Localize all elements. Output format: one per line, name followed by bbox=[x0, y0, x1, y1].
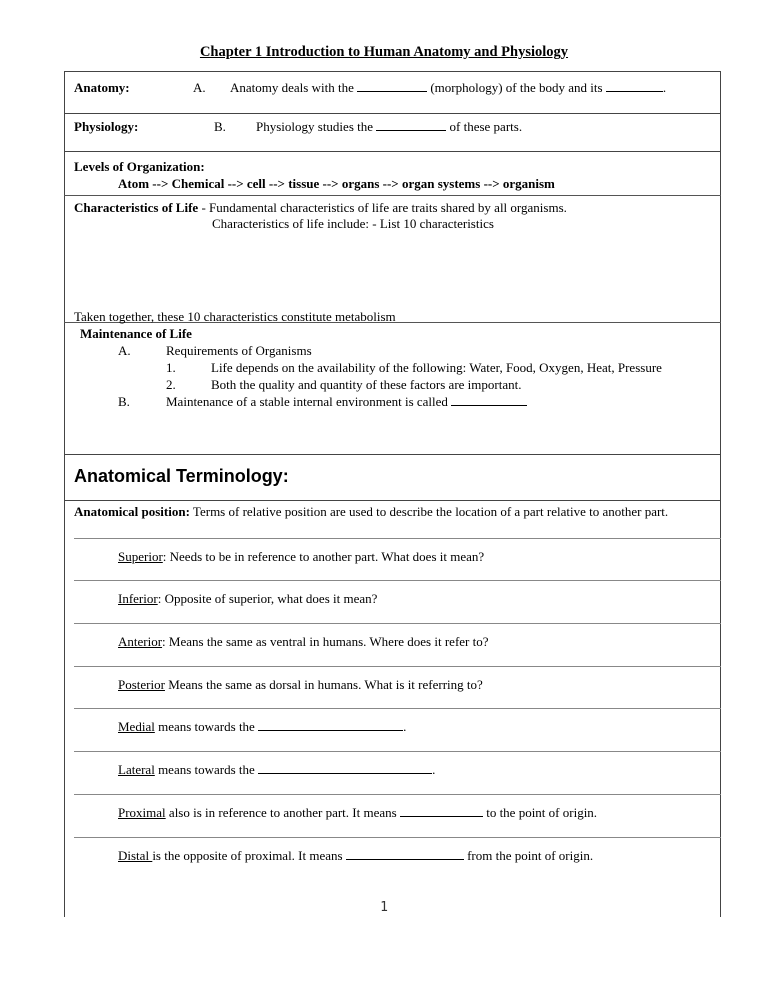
term-text: Means the same as dorsal in humans. What is it referring to? bbox=[164, 677, 483, 692]
anatomy-blank-1[interactable] bbox=[357, 80, 427, 92]
term-anterior bbox=[118, 634, 489, 650]
term-text: means towards the bbox=[154, 719, 255, 734]
divider bbox=[74, 794, 721, 795]
lateral-blank[interactable] bbox=[258, 762, 432, 774]
characteristics-text: - Fundamental characteristics of life are traits shared by all organisms. bbox=[198, 200, 567, 215]
divider bbox=[64, 151, 721, 152]
term-word: Superior bbox=[118, 549, 163, 564]
term-medial bbox=[118, 719, 406, 735]
term-text: is the opposite of proximal. It means bbox=[152, 848, 343, 863]
proximal-blank[interactable] bbox=[400, 805, 483, 817]
term-text: : Needs to be in reference to another part. What does it mean? bbox=[162, 549, 485, 564]
term-posterior bbox=[118, 677, 483, 693]
divider bbox=[64, 195, 721, 196]
anatomy-sentence bbox=[230, 80, 666, 96]
divider bbox=[74, 708, 721, 709]
maintenance-a-letter: A. bbox=[118, 343, 131, 358]
divider bbox=[64, 454, 721, 455]
characteristics-line bbox=[74, 200, 567, 216]
term-distal bbox=[118, 848, 593, 864]
anatomy-text: (morphology) of the body and its bbox=[430, 80, 603, 95]
divider bbox=[74, 751, 721, 752]
maintenance-b-letter: B. bbox=[118, 394, 130, 409]
term-word: Posterior bbox=[118, 677, 165, 692]
physiology-blank[interactable] bbox=[376, 119, 446, 131]
divider bbox=[74, 580, 721, 581]
physiology-text: Physiology studies the bbox=[256, 119, 374, 134]
term-text: . bbox=[432, 762, 436, 777]
term-superior bbox=[118, 549, 484, 565]
term-word: Medial bbox=[118, 719, 155, 734]
anatomy-label: Anatomy: bbox=[74, 80, 130, 95]
maintenance-item1-num: 1. bbox=[166, 360, 176, 375]
physiology-letter: B. bbox=[214, 119, 226, 134]
anatomy-text: . bbox=[662, 80, 667, 95]
anatomy-blank-2[interactable] bbox=[606, 80, 663, 92]
term-text: : Means the same as ventral in humans. Where does it refer to? bbox=[162, 634, 489, 649]
term-lateral bbox=[118, 762, 435, 778]
physiology-sentence bbox=[256, 119, 522, 135]
medial-blank[interactable] bbox=[258, 719, 403, 731]
levels-heading: Levels of Organization: bbox=[74, 159, 205, 174]
term-text: . bbox=[403, 719, 407, 734]
maintenance-item2-num: 2. bbox=[166, 377, 176, 392]
term-text: from the point of origin. bbox=[467, 848, 594, 863]
divider bbox=[74, 666, 721, 667]
homeostasis-blank[interactable] bbox=[451, 394, 527, 406]
terminology-heading: Anatomical Terminology: bbox=[74, 466, 289, 486]
characteristics-footer: Taken together, these 10 characteristics constitute metabolism bbox=[74, 309, 396, 324]
term-word: Lateral bbox=[118, 762, 155, 777]
maintenance-b-text: Maintenance of a stable internal environment is called bbox=[166, 394, 448, 409]
maintenance-item1-text: Life depends on the availability of the following: Water, Food, Oxygen, Heat, Pressure bbox=[211, 360, 662, 375]
divider bbox=[74, 538, 721, 539]
physiology-text: of these parts. bbox=[449, 119, 523, 134]
term-text: : Opposite of superior, what does it mean? bbox=[157, 591, 378, 606]
characteristics-heading: Characteristics of Life bbox=[74, 200, 199, 215]
page-title: Chapter 1 Introduction to Human Anatomy and Physiology bbox=[199, 44, 569, 60]
term-word: Inferior bbox=[118, 591, 158, 606]
divider bbox=[74, 623, 721, 624]
anatomical-position-label: Anatomical position: bbox=[74, 504, 190, 519]
term-word: Proximal bbox=[118, 805, 166, 820]
anatomical-position-text: Terms of relative position are used to describe the location of a part relative to another part. bbox=[189, 504, 669, 519]
anatomy-letter: A. bbox=[193, 80, 206, 95]
maintenance-item2-text: Both the quality and quantity of these factors are important. bbox=[211, 377, 522, 392]
term-inferior bbox=[118, 591, 377, 607]
anatomical-position-line bbox=[74, 504, 668, 520]
divider bbox=[64, 113, 721, 114]
physiology-label: Physiology: bbox=[74, 119, 139, 134]
term-proximal bbox=[118, 805, 597, 821]
levels-chain: Atom --> Chemical --> cell --> tissue --> organs --> organ systems --> organism bbox=[118, 176, 555, 191]
term-word: Distal bbox=[118, 848, 153, 863]
term-text: to the point of origin. bbox=[486, 805, 598, 820]
maintenance-a-text: Requirements of Organisms bbox=[166, 343, 312, 358]
page-number: 1 bbox=[380, 900, 388, 915]
divider bbox=[74, 837, 721, 838]
maintenance-heading: Maintenance of Life bbox=[80, 326, 192, 341]
maintenance-b-sentence bbox=[166, 394, 527, 410]
distal-blank[interactable] bbox=[346, 848, 464, 860]
term-text: also is in reference to another part. It means bbox=[165, 805, 397, 820]
term-word: Anterior bbox=[118, 634, 163, 649]
term-text: means towards the bbox=[154, 762, 255, 777]
characteristics-line2: Characteristics of life include: - List 10 characteristics bbox=[212, 216, 494, 231]
divider bbox=[64, 500, 721, 501]
worksheet-frame bbox=[64, 71, 721, 917]
anatomy-text: Anatomy deals with the bbox=[230, 80, 354, 95]
